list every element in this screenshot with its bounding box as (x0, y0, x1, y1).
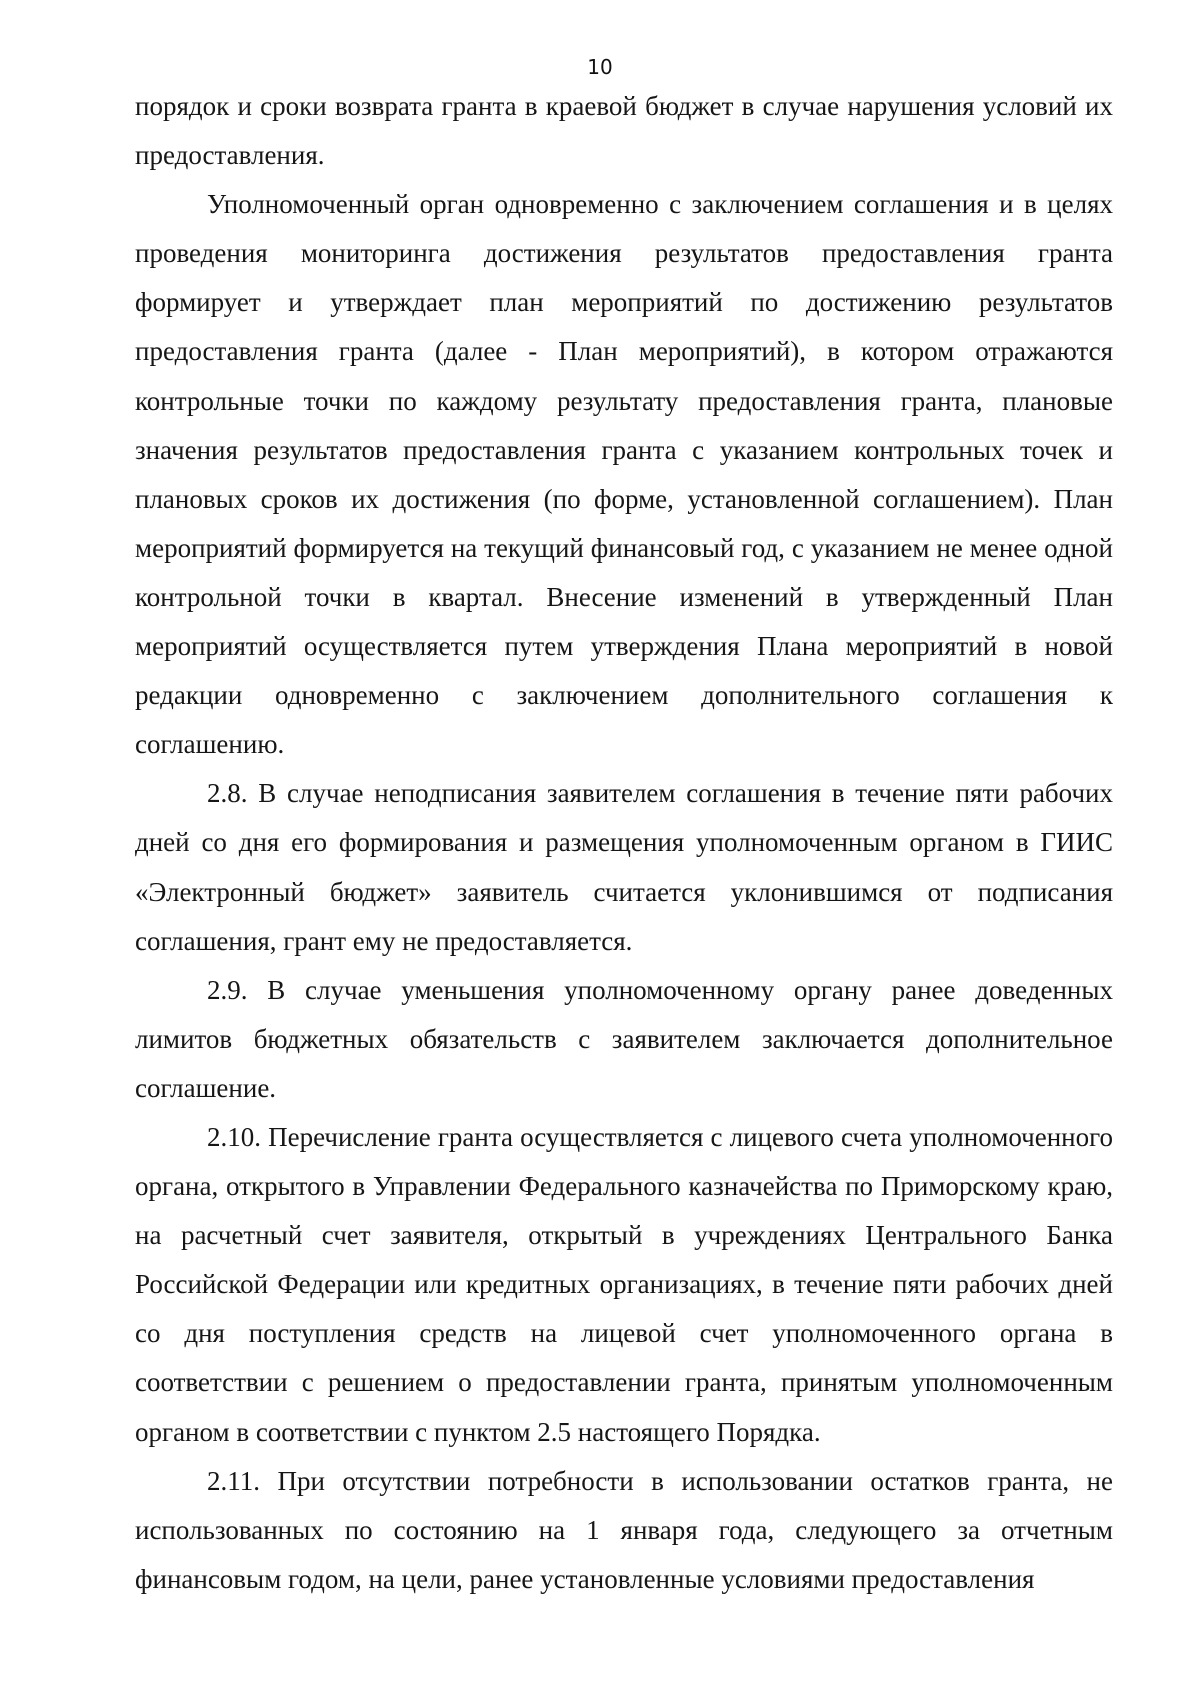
paragraph-clause-2-10: 2.10. Перечисление гранта осуществляется с лицевого счета уполномоченного органа, открытого в Управлении Федерального казначейства по Приморскому краю, на расчетный счет заявителя, открытый в учреждениях Центрального Банка Российской Федерации или кредитных организациях, в течение пяти рабочих дней со дня поступления средств на лицевой счет уполномоченного органа в соответствии с решением о предоставлении гранта, принятым уполномоченным органом в соответствии с пунктом 2.5 настоящего Порядка. (135, 1121, 1113, 1447)
paragraph-clause-2-8: 2.8. В случае неподписания заявителем соглашения в течение пяти рабочих дней со дня его формирования и размещения уполномоченным органом в ГИИС «Электронный бюджет» заявитель считается уклонившимся от подписания соглашения, грант ему не предоставляется. (135, 778, 1113, 956)
paragraph-plan-of-measures: Уполномоченный орган одновременно с заключением соглашения и в целях проведения мониторинга достижения результатов предоставления гранта формирует и утверждает план мероприятий по достижению результатов предоставления гранта (далее - План мероприятий), в котором отражаются контрольные точки по каждому результату предоставления гранта, плановые значения результатов предоставления гранта с указанием контрольных точек и плановых сроков их достижения (по форме, установленной соглашением). План мероприятий формируется на текущий финансовый год, с указанием не менее одной контрольной точки в квартал. Внесение изменений в утвержденный План мероприятий осуществляется путем утверждения Плана мероприятий в новой редакции одновременно с заключением дополнительного соглашения к соглашению. (135, 189, 1113, 760)
paragraph-continuation: порядок и сроки возврата гранта в краевой бюджет в случае нарушения условий их предоставления. (135, 91, 1113, 171)
page-number: 10 (587, 55, 613, 79)
paragraph-clause-2-9: 2.9. В случае уменьшения уполномоченному органу ранее доведенных лимитов бюджетных обязательств с заявителем заключается дополнительное соглашение. (135, 974, 1113, 1103)
document-body (135, 82, 1113, 1604)
paragraph-clause-2-11: 2.11. При отсутствии потребности в использовании остатков гранта, не использованных по состоянию на 1 января года, следующего за отчетным финансовым годом, на цели, ранее установленные условиями предоставления (135, 1465, 1113, 1594)
